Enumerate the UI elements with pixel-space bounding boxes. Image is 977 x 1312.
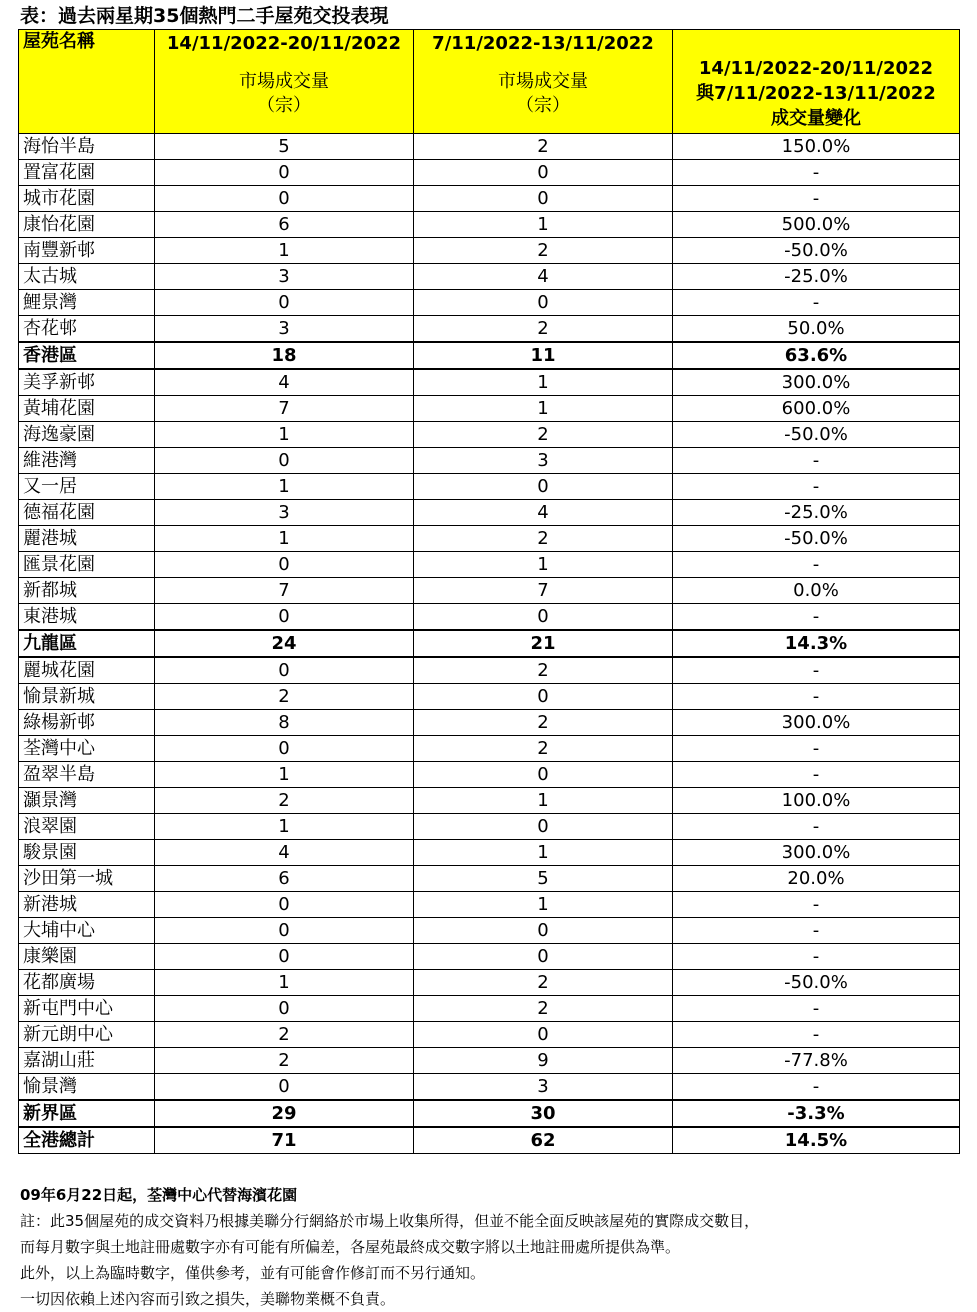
previous-volume-cell: 1 [414, 892, 673, 918]
note-line-3: 此外，以上為臨時數字，僅供參考，並有可能會作修訂而不另行通知。 [20, 1264, 486, 1282]
previous-volume-cell: 2 [414, 657, 673, 684]
change-cell: - [673, 657, 960, 684]
estate-name-cell: 康樂園 [19, 944, 155, 970]
change-cell: -77.8% [673, 1048, 960, 1074]
note-line-2: 而每月數字與土地註冊處數字亦有可能有所偏差，各屋苑最終成交數字將以土地註冊處所提供為準。 [20, 1238, 681, 1256]
table-row [19, 396, 960, 422]
change-cell: - [673, 1022, 960, 1048]
estate-name-cell: 灝景灣 [19, 788, 155, 814]
table-row [19, 970, 960, 996]
estate-name-cell: 荃灣中心 [19, 736, 155, 762]
previous-volume-cell: 3 [414, 1074, 673, 1101]
district-total-row [19, 1100, 960, 1127]
current-volume-cell: 0 [155, 996, 414, 1022]
current-volume-cell: 1 [155, 238, 414, 264]
change-cell: 500.0% [673, 212, 960, 238]
previous-volume-cell: 0 [414, 1022, 673, 1048]
estate-name-cell: 愉景灣 [19, 1074, 155, 1101]
estate-name-cell: 新界區 [19, 1100, 155, 1127]
estate-name-cell: 杏花邨 [19, 316, 155, 343]
change-cell: - [673, 1074, 960, 1101]
previous-volume-cell: 2 [414, 422, 673, 448]
estate-name-cell: 美孚新邨 [19, 369, 155, 396]
table-row [19, 160, 960, 186]
previous-volume-cell: 2 [414, 996, 673, 1022]
table-title: 表：過去兩星期35個熱門二手屋苑交投表現 [20, 5, 389, 27]
header-change-line1: 14/11/2022-20/11/2022 [698, 58, 934, 79]
table-row [19, 814, 960, 840]
table-row [19, 526, 960, 552]
change-cell: 0.0% [673, 578, 960, 604]
change-cell: - [673, 160, 960, 186]
previous-volume-cell: 2 [414, 134, 673, 160]
current-volume-cell: 2 [155, 1022, 414, 1048]
estate-name-cell: 匯景花園 [19, 552, 155, 578]
table-row [19, 657, 960, 684]
change-cell: 50.0% [673, 316, 960, 343]
table-row [19, 788, 960, 814]
estate-name-cell: 海逸豪園 [19, 422, 155, 448]
estate-name-cell: 置富花園 [19, 160, 155, 186]
current-volume-cell: 0 [155, 604, 414, 631]
header-current-volume: 市場成交量 [239, 71, 329, 92]
current-volume-cell: 4 [155, 840, 414, 866]
change-cell: - [673, 604, 960, 631]
previous-volume-cell: 4 [414, 500, 673, 526]
change-cell: 600.0% [673, 396, 960, 422]
table-row [19, 474, 960, 500]
current-volume-cell: 0 [155, 918, 414, 944]
current-volume-cell: 29 [155, 1100, 414, 1127]
header-row [19, 30, 960, 134]
table-body [19, 134, 960, 1154]
transactions-table [18, 29, 960, 1154]
change-cell: - [673, 944, 960, 970]
estate-name-cell: 花都廣場 [19, 970, 155, 996]
current-volume-cell: 3 [155, 500, 414, 526]
table-row [19, 290, 960, 316]
table-row [19, 212, 960, 238]
current-volume-cell: 0 [155, 552, 414, 578]
table-row [19, 710, 960, 736]
current-volume-cell: 2 [155, 684, 414, 710]
table-row [19, 840, 960, 866]
previous-volume-cell: 2 [414, 736, 673, 762]
previous-volume-cell: 0 [414, 944, 673, 970]
estate-name-cell: 東港城 [19, 604, 155, 631]
change-cell: 14.3% [673, 630, 960, 657]
previous-volume-cell: 9 [414, 1048, 673, 1074]
current-volume-cell: 0 [155, 448, 414, 474]
previous-volume-cell: 62 [414, 1127, 673, 1154]
change-cell: - [673, 290, 960, 316]
estate-name-cell: 駿景園 [19, 840, 155, 866]
estate-name-cell: 城市花園 [19, 186, 155, 212]
change-cell: 14.5% [673, 1127, 960, 1154]
current-volume-cell: 1 [155, 526, 414, 552]
estate-name-cell: 新都城 [19, 578, 155, 604]
note-line-4: 一切因依賴上述內容而引致之損失，美聯物業概不負責。 [20, 1290, 396, 1308]
previous-volume-cell: 4 [414, 264, 673, 290]
current-volume-cell: 0 [155, 290, 414, 316]
change-cell: -50.0% [673, 970, 960, 996]
estate-name-cell: 康怡花園 [19, 212, 155, 238]
previous-volume-cell: 1 [414, 396, 673, 422]
estate-name-cell: 麗港城 [19, 526, 155, 552]
header-previous-volume: 市場成交量 [498, 71, 588, 92]
table-row [19, 892, 960, 918]
current-volume-cell: 4 [155, 369, 414, 396]
change-cell: - [673, 918, 960, 944]
current-volume-cell: 0 [155, 657, 414, 684]
change-cell: -25.0% [673, 264, 960, 290]
table-row [19, 866, 960, 892]
previous-volume-cell: 2 [414, 710, 673, 736]
table-row [19, 238, 960, 264]
estate-name-cell: 太古城 [19, 264, 155, 290]
note-replacement: 09年6月22日起，荃灣中心代替海濱花園 [20, 1186, 298, 1204]
change-cell: 300.0% [673, 710, 960, 736]
change-cell: 300.0% [673, 369, 960, 396]
previous-volume-cell: 2 [414, 316, 673, 343]
estate-name-cell: 浪翠園 [19, 814, 155, 840]
table-row [19, 604, 960, 631]
estate-name-cell: 嘉湖山莊 [19, 1048, 155, 1074]
current-volume-cell: 3 [155, 264, 414, 290]
estate-name-cell: 新港城 [19, 892, 155, 918]
estate-name-cell: 德福花園 [19, 500, 155, 526]
previous-volume-cell: 5 [414, 866, 673, 892]
change-cell: - [673, 996, 960, 1022]
header-previous-week [414, 30, 673, 134]
current-volume-cell: 1 [155, 970, 414, 996]
previous-volume-cell: 0 [414, 762, 673, 788]
table-row [19, 684, 960, 710]
previous-volume-cell: 2 [414, 970, 673, 996]
change-cell: -3.3% [673, 1100, 960, 1127]
table-row [19, 736, 960, 762]
estate-name-cell: 大埔中心 [19, 918, 155, 944]
previous-volume-cell: 11 [414, 342, 673, 369]
change-cell: 100.0% [673, 788, 960, 814]
table-row [19, 134, 960, 160]
current-volume-cell: 2 [155, 1048, 414, 1074]
current-volume-cell: 0 [155, 1074, 414, 1101]
table-row [19, 316, 960, 343]
estate-name-cell: 麗城花園 [19, 657, 155, 684]
current-volume-cell: 3 [155, 316, 414, 343]
current-volume-cell: 7 [155, 396, 414, 422]
estate-name-cell: 又一居 [19, 474, 155, 500]
table-row [19, 448, 960, 474]
current-volume-cell: 0 [155, 160, 414, 186]
current-volume-cell: 1 [155, 422, 414, 448]
current-volume-cell: 71 [155, 1127, 414, 1154]
previous-volume-cell: 0 [414, 290, 673, 316]
current-volume-cell: 0 [155, 944, 414, 970]
current-volume-cell: 8 [155, 710, 414, 736]
table-row [19, 762, 960, 788]
current-volume-cell: 1 [155, 762, 414, 788]
header-current-week [155, 30, 414, 134]
change-cell: - [673, 814, 960, 840]
header-current-range: 14/11/2022-20/11/2022 [166, 33, 402, 54]
estate-name-cell: 海怡半島 [19, 134, 155, 160]
previous-volume-cell: 0 [414, 684, 673, 710]
table-row [19, 552, 960, 578]
header-current-unit: （宗） [257, 95, 311, 116]
current-volume-cell: 1 [155, 474, 414, 500]
table-row [19, 264, 960, 290]
previous-volume-cell: 1 [414, 552, 673, 578]
estate-name-cell: 香港區 [19, 342, 155, 369]
estate-name-cell: 全港總計 [19, 1127, 155, 1154]
previous-volume-cell: 1 [414, 788, 673, 814]
previous-volume-cell: 1 [414, 840, 673, 866]
change-cell: - [673, 552, 960, 578]
table-row [19, 1048, 960, 1074]
previous-volume-cell: 0 [414, 186, 673, 212]
table-row [19, 918, 960, 944]
previous-volume-cell: 0 [414, 918, 673, 944]
previous-volume-cell: 2 [414, 526, 673, 552]
previous-volume-cell: 2 [414, 238, 673, 264]
previous-volume-cell: 21 [414, 630, 673, 657]
change-cell: 150.0% [673, 134, 960, 160]
header-change [673, 30, 960, 134]
table-row [19, 500, 960, 526]
previous-volume-cell: 0 [414, 604, 673, 631]
current-volume-cell: 0 [155, 736, 414, 762]
change-cell: - [673, 186, 960, 212]
change-cell: - [673, 762, 960, 788]
estate-name-cell: 新屯門中心 [19, 996, 155, 1022]
previous-volume-cell: 7 [414, 578, 673, 604]
estate-name-cell: 維港灣 [19, 448, 155, 474]
change-cell: - [673, 892, 960, 918]
change-cell: 20.0% [673, 866, 960, 892]
change-cell: -50.0% [673, 238, 960, 264]
table-row [19, 369, 960, 396]
table-row [19, 422, 960, 448]
previous-volume-cell: 1 [414, 212, 673, 238]
previous-volume-cell: 1 [414, 369, 673, 396]
header-previous-range: 7/11/2022-13/11/2022 [432, 33, 654, 54]
current-volume-cell: 18 [155, 342, 414, 369]
estate-name-cell: 南豐新邨 [19, 238, 155, 264]
header-change-line2: 與7/11/2022-13/11/2022 [696, 83, 936, 104]
header-previous-unit: （宗） [516, 95, 570, 116]
previous-volume-cell: 3 [414, 448, 673, 474]
estate-name-cell: 黃埔花園 [19, 396, 155, 422]
table-row [19, 186, 960, 212]
change-cell: - [673, 448, 960, 474]
note-line-1: 註：此35個屋苑的成交資料乃根據美聯分行網絡於市場上收集所得，但並不能全面反映該屋苑的實際成交數目， [20, 1212, 760, 1230]
current-volume-cell: 0 [155, 892, 414, 918]
change-cell: - [673, 736, 960, 762]
district-total-row [19, 630, 960, 657]
table-row [19, 1074, 960, 1101]
previous-volume-cell: 30 [414, 1100, 673, 1127]
change-cell: -50.0% [673, 526, 960, 552]
estate-name-cell: 綠楊新邨 [19, 710, 155, 736]
grand-total-row [19, 1127, 960, 1154]
estate-name-cell: 愉景新城 [19, 684, 155, 710]
current-volume-cell: 6 [155, 866, 414, 892]
change-cell: - [673, 684, 960, 710]
previous-volume-cell: 0 [414, 474, 673, 500]
table-row [19, 1022, 960, 1048]
current-volume-cell: 7 [155, 578, 414, 604]
header-estate-name: 屋苑名稱 [19, 30, 155, 134]
estate-name-cell: 新元朗中心 [19, 1022, 155, 1048]
table-row [19, 578, 960, 604]
current-volume-cell: 0 [155, 186, 414, 212]
table-row [19, 996, 960, 1022]
current-volume-cell: 5 [155, 134, 414, 160]
change-cell: - [673, 474, 960, 500]
change-cell: 300.0% [673, 840, 960, 866]
table-row [19, 944, 960, 970]
estate-name-cell: 九龍區 [19, 630, 155, 657]
current-volume-cell: 1 [155, 814, 414, 840]
current-volume-cell: 2 [155, 788, 414, 814]
estate-name-cell: 鯉景灣 [19, 290, 155, 316]
current-volume-cell: 24 [155, 630, 414, 657]
previous-volume-cell: 0 [414, 814, 673, 840]
current-volume-cell: 6 [155, 212, 414, 238]
change-cell: -25.0% [673, 500, 960, 526]
estate-name-cell: 沙田第一城 [19, 866, 155, 892]
change-cell: -50.0% [673, 422, 960, 448]
estate-name-cell: 盈翠半島 [19, 762, 155, 788]
district-total-row [19, 342, 960, 369]
change-cell: 63.6% [673, 342, 960, 369]
previous-volume-cell: 0 [414, 160, 673, 186]
footnotes [20, 1182, 960, 1312]
header-change-text [673, 30, 959, 131]
header-change-line3: 成交量變化 [771, 108, 861, 129]
